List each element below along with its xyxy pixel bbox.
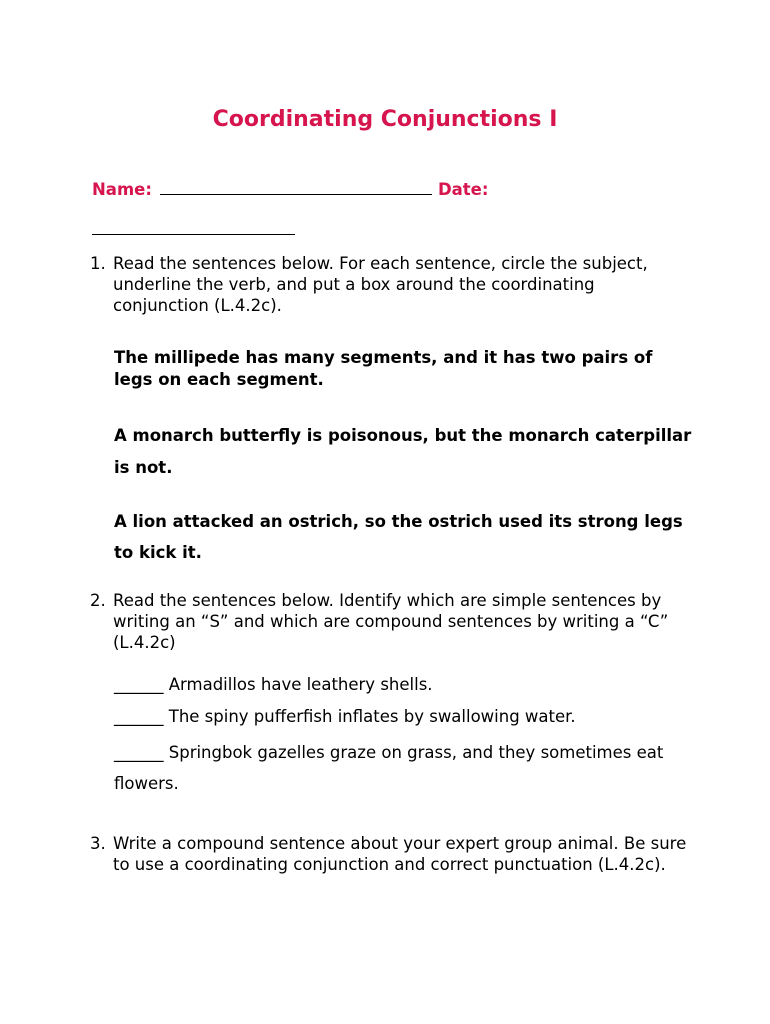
name-blank-line: [160, 176, 432, 195]
question-1-instructions: Read the sentences below. For each sentence, circle the subject, underline the verb, and put a box around the coordinating conjunction (L.4.2c).: [113, 254, 648, 315]
question-1-number: 1.: [90, 254, 106, 273]
name-label: Name:: [92, 180, 152, 199]
question-2-number: 2.: [90, 591, 106, 610]
q1-sentence-2: A monarch butterfly is poisonous, but the monarch caterpillar is not.: [114, 426, 692, 477]
q2-item-2: ______ The spiny pufferfish inflates by swallowing water.: [114, 707, 576, 726]
q2-item-3: ______ Springbok gazelles graze on grass, and they sometimes eat flowers.: [114, 743, 664, 793]
name-date-row: [92, 176, 712, 226]
q2-item-1: ______ Armadillos have leathery shells.: [114, 675, 433, 694]
question-3-number: 3.: [90, 834, 106, 853]
question-2-instructions: Read the sentences below. Identify which are simple sentences by writing an “S” and which are compound sentences by writing a “C” (L.4.2c): [113, 591, 669, 652]
question-1: [90, 253, 690, 316]
question-3-instructions: Write a compound sentence about your expert group animal. Be sure to use a coordinating conjunction and correct punctuation (L.4.2c).: [113, 834, 687, 874]
question-2: [90, 590, 690, 653]
date-blank-line: [92, 216, 295, 235]
q1-sentence-1: The millipede has many segments, and it has two pairs of legs on each segment.: [114, 348, 653, 389]
worksheet-title: Coordinating Conjunctions I: [212, 107, 558, 132]
q1-sentence-3: A lion attacked an ostrich, so the ostrich used its strong legs to kick it.: [114, 512, 683, 562]
date-label: Date:: [437, 180, 489, 199]
question-3: [90, 833, 690, 875]
